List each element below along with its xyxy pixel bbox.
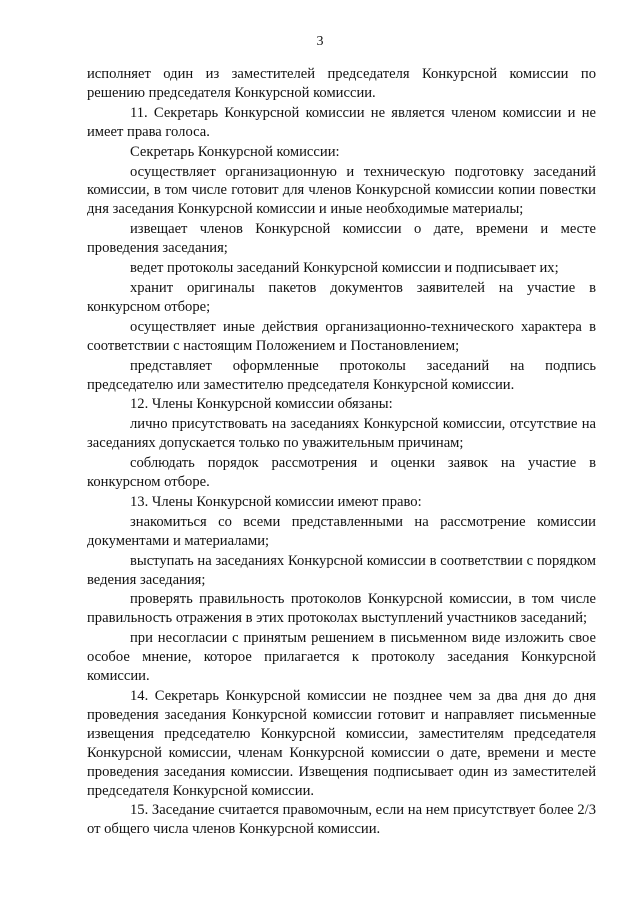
paragraph: при несогласии с принятым решением в письменном виде изложить свое особое мнение, которое прилагается к протоколу заседания Конкурсной комиссии. — [87, 630, 596, 685]
paragraph: лично присутствовать на заседаниях Конкурсной комиссии, отсутствие на заседаниях допускается только по уважительным причинам; — [87, 416, 596, 452]
page-number: 3 — [316, 34, 324, 49]
paragraph: знакомиться со всеми представленными на рассмотрение комиссии документами и материалами; — [87, 513, 596, 549]
paragraph: проверять правильность протоколов Конкурсной комиссии, в том числе правильность отражения в этих протоколах выступлений участников заседаний; — [87, 591, 596, 627]
paragraph: 13. Члены Конкурсной комиссии имеют право: — [130, 493, 422, 510]
paragraph: Секретарь Конкурсной комиссии: — [130, 143, 340, 160]
paragraph: исполняет один из заместителей председателя Конкурсной комиссии по решению председателя Конкурсной комиссии. — [87, 66, 596, 101]
paragraph: 12. Члены Конкурсной комиссии обязаны: — [130, 396, 393, 413]
paragraph: 14. Секретарь Конкурсной комиссии не позднее чем за два дня до дня проведения заседания Конкурсной комиссии готовит и направляет письменные извещения председателю Конкурсной комиссии, заместителям председателя Конкурсной комиссии, членам Конкурсной комиссии о дате, времени и месте проведения заседания комиссии. Извещения подписывает один из заместителей председателя Конкурсной комиссии. — [87, 688, 596, 799]
paragraph: хранит оригиналы пакетов документов заявителей на участие в конкурсном отборе; — [87, 279, 596, 315]
paragraph: выступать на заседаниях Конкурсной комиссии в соответствии с порядком ведения заседания; — [87, 552, 596, 588]
paragraph: соблюдать порядок рассмотрения и оценки заявок на участие в конкурсном отборе. — [87, 455, 596, 491]
paragraph: ведет протоколы заседаний Конкурсной комиссии и подписывает их; — [130, 260, 559, 277]
paragraph: извещает членов Конкурсной комиссии о дате, времени и месте проведения заседания; — [87, 221, 596, 257]
paragraph: осуществляет иные действия организационно-технического характера в соответствии с настоящим Положением и Постановлением; — [87, 318, 596, 354]
paragraph: осуществляет организационную и техническую подготовку заседаний комиссии, в том числе готовит для членов Конкурсной комиссии копии повестки дня заседания Конкурсной комиссии и иные необходимые материалы; — [87, 163, 596, 218]
paragraph: 11. Секретарь Конкурсной комиссии не является членом комиссии и не имеет права голоса. — [87, 104, 596, 140]
paragraph: 15. Заседание считается правомочным, если на нем присутствует более 2/3 от общего числа членов Конкурсной комиссии. — [87, 802, 596, 838]
paragraph: представляет оформленные протоколы заседаний на подпись председателю или заместителю председателя Конкурсной комиссии. — [87, 357, 596, 393]
document-body — [87, 65, 596, 839]
